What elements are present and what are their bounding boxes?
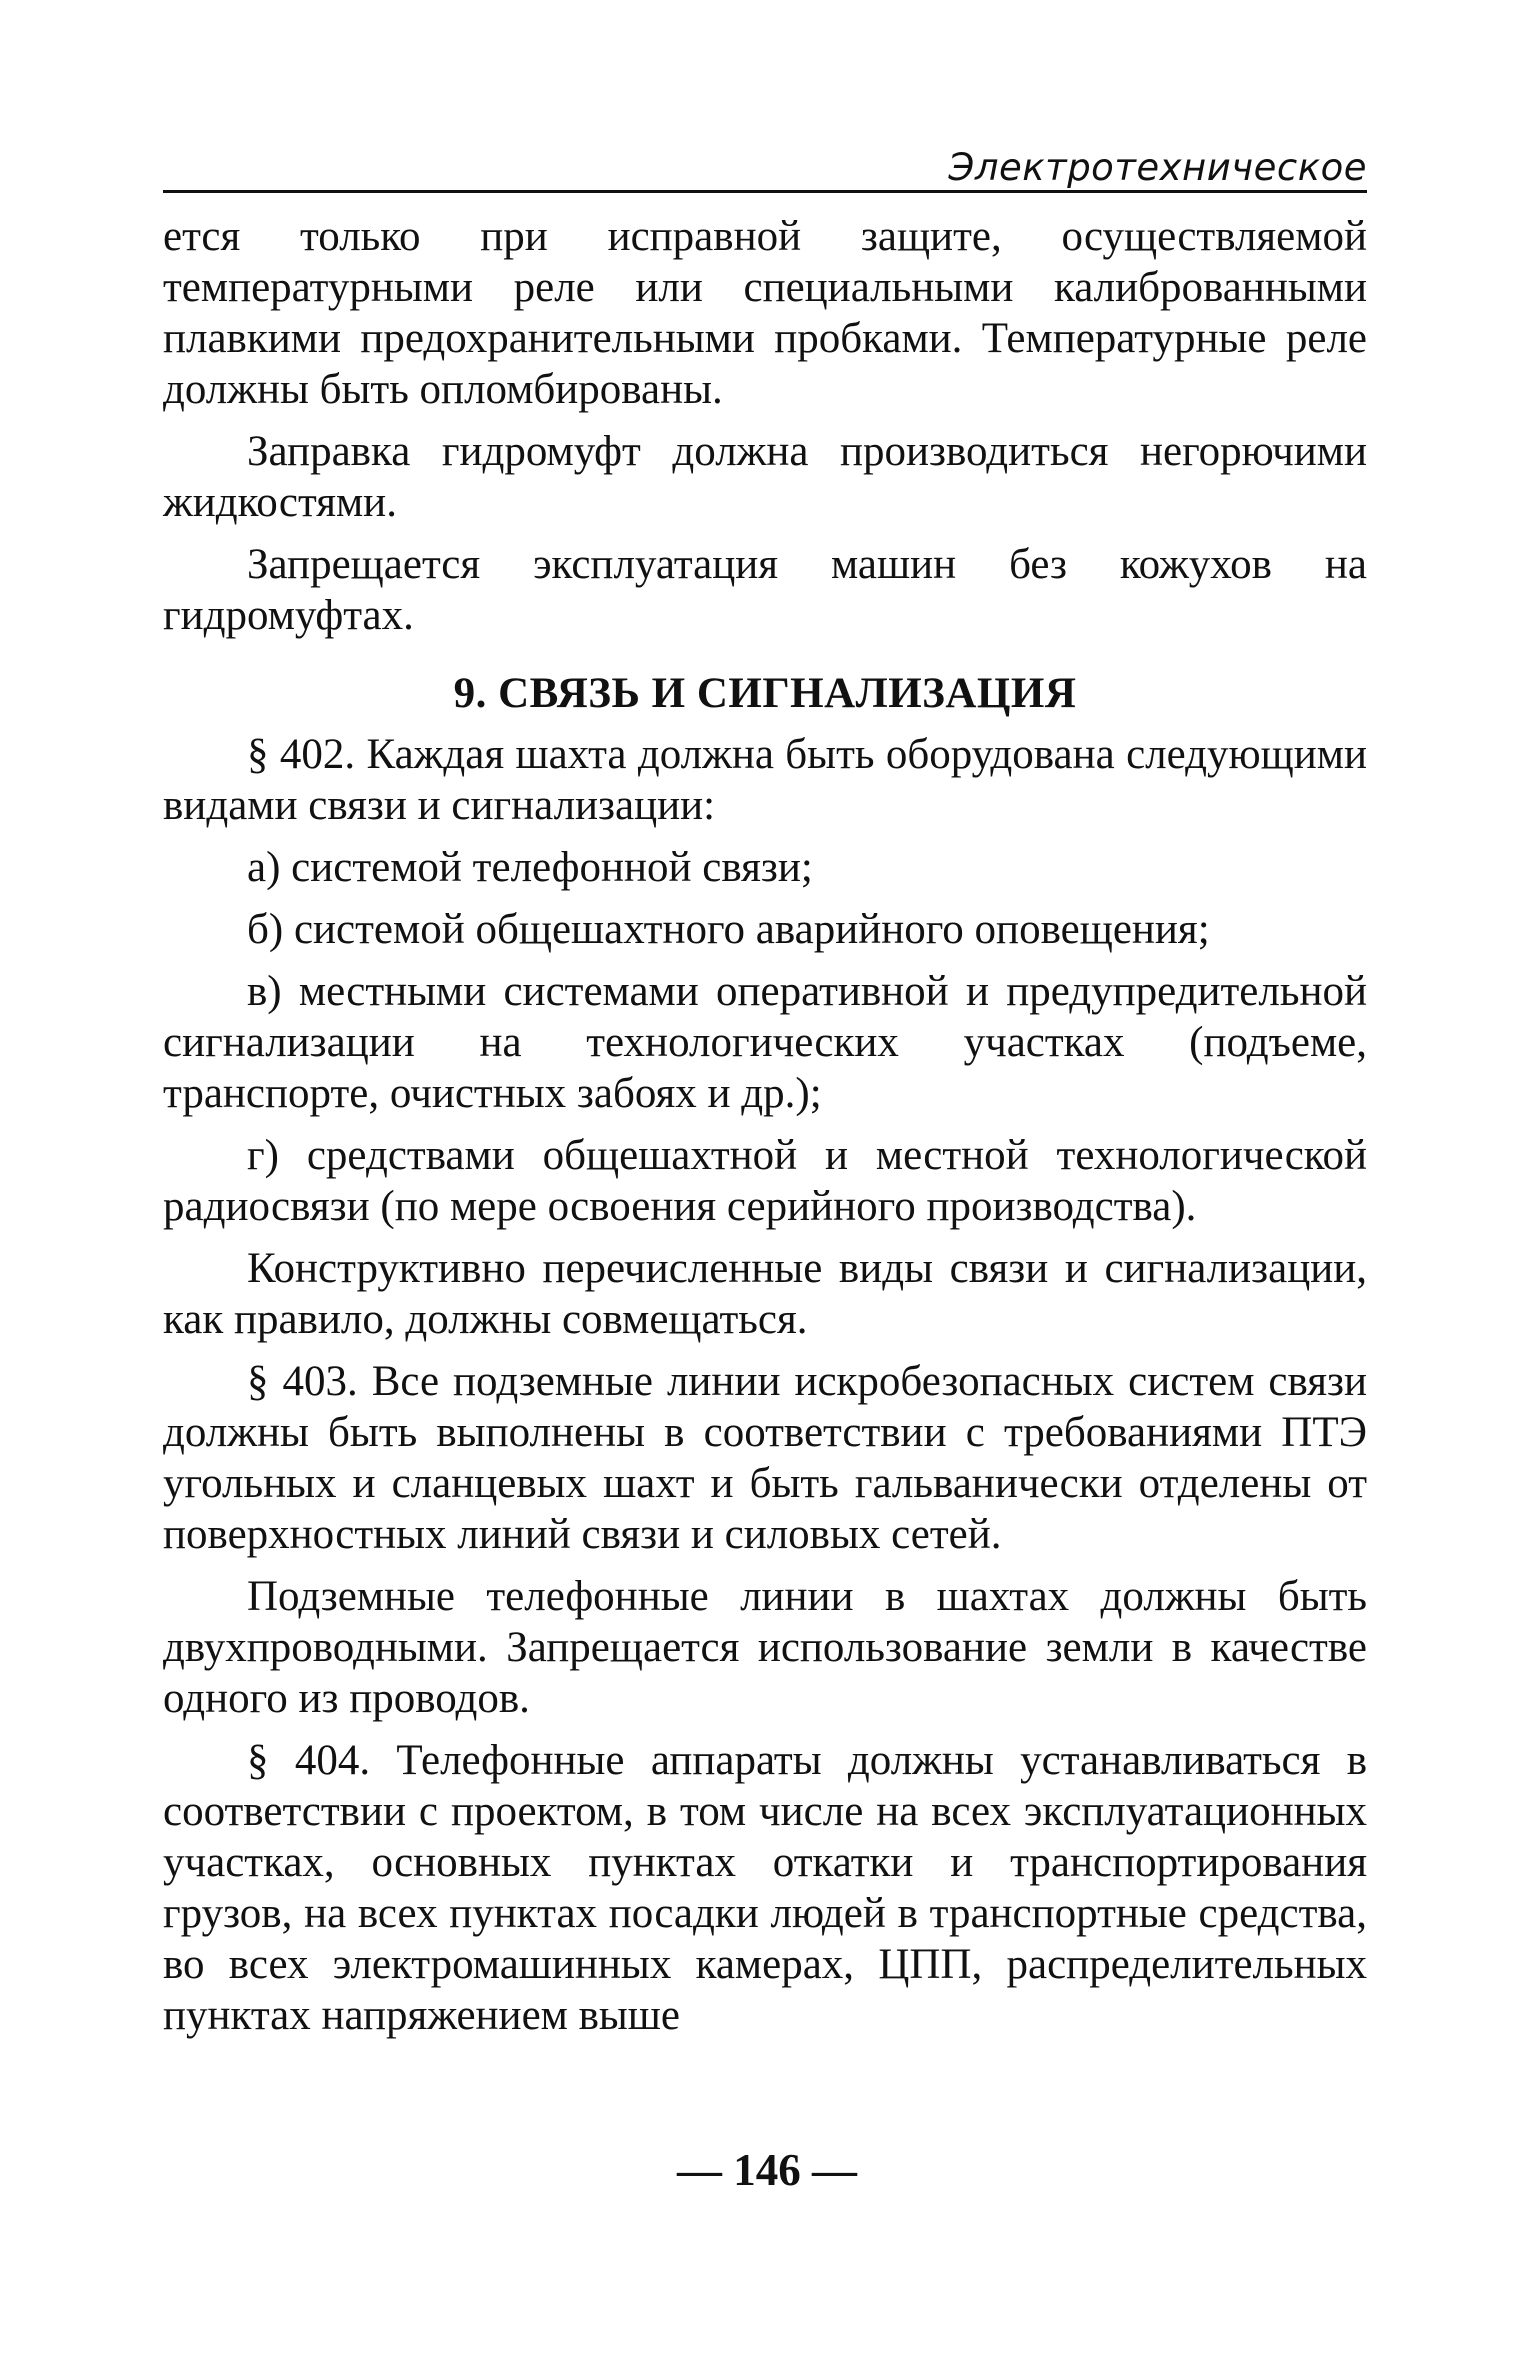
- list-item-b: б) системой общешахтного аварийного оповещения;: [247, 906, 1210, 953]
- section-heading: 9. СВЯЗЬ И СИГНАЛИЗАЦИЯ: [453, 670, 1077, 717]
- paragraph: Подземные телефонные линии в шахтах должны быть двухпроводными. Запрещается использование земли в качестве одного из проводов.: [163, 1573, 1367, 1722]
- running-head: [163, 146, 1367, 193]
- page-number: — 146 —: [677, 2145, 857, 2195]
- body-text: [163, 211, 1367, 2041]
- list-item-a: а) системой телефонной связи;: [247, 844, 813, 891]
- paragraph-402: § 402. Каждая шахта должна быть оборудована следующими видами связи и сигнализации:: [163, 731, 1367, 829]
- paragraph: Заправка гидромуфт должна производиться негорючими жидкостями.: [163, 428, 1367, 526]
- book-page: [163, 146, 1367, 2052]
- paragraph: ется только при исправной защите, осуществляемой температурными реле или специальными калиброванными плавкими предохранительными пробками. Температурные реле должны быть опломбированы.: [163, 213, 1367, 413]
- paragraph-403: § 403. Все подземные линии искробезопасных систем связи должны быть выполнены в соответствии с требованиями ПТЭ угольных и сланцевых шахт и быть гальванически отделены от поверхностных линий связи и силовых сетей.: [163, 1358, 1367, 1558]
- paragraph: Конструктивно перечисленные виды связи и сигнализации, как правило, должны совмещаться.: [163, 1245, 1367, 1343]
- paragraph-404: § 404. Телефонные аппараты должны устанавливаться в соответствии с проектом, в том числе на всех эксплуатационных участках, основных пунктах откатки и транспортирования грузов, на всех пунктах посадки людей в транспортные средства, во всех электромашинных камерах, ЦПП, распределительных пунктах напряжением выше: [163, 1737, 1367, 2039]
- running-head-title: Электротехническое: [941, 149, 1367, 190]
- paragraph: Запрещается эксплуатация машин без кожухов на гидромуфтах.: [163, 541, 1367, 639]
- list-item-v: в) местными системами оперативной и предупредительной сигнализации на технологических участках (подъеме, транспорте, очистных забоях и др.);: [163, 968, 1367, 1117]
- list-item-g: г) средствами общешахтной и местной технологической радиосвязи (по мере освоения серийного производства).: [163, 1132, 1367, 1230]
